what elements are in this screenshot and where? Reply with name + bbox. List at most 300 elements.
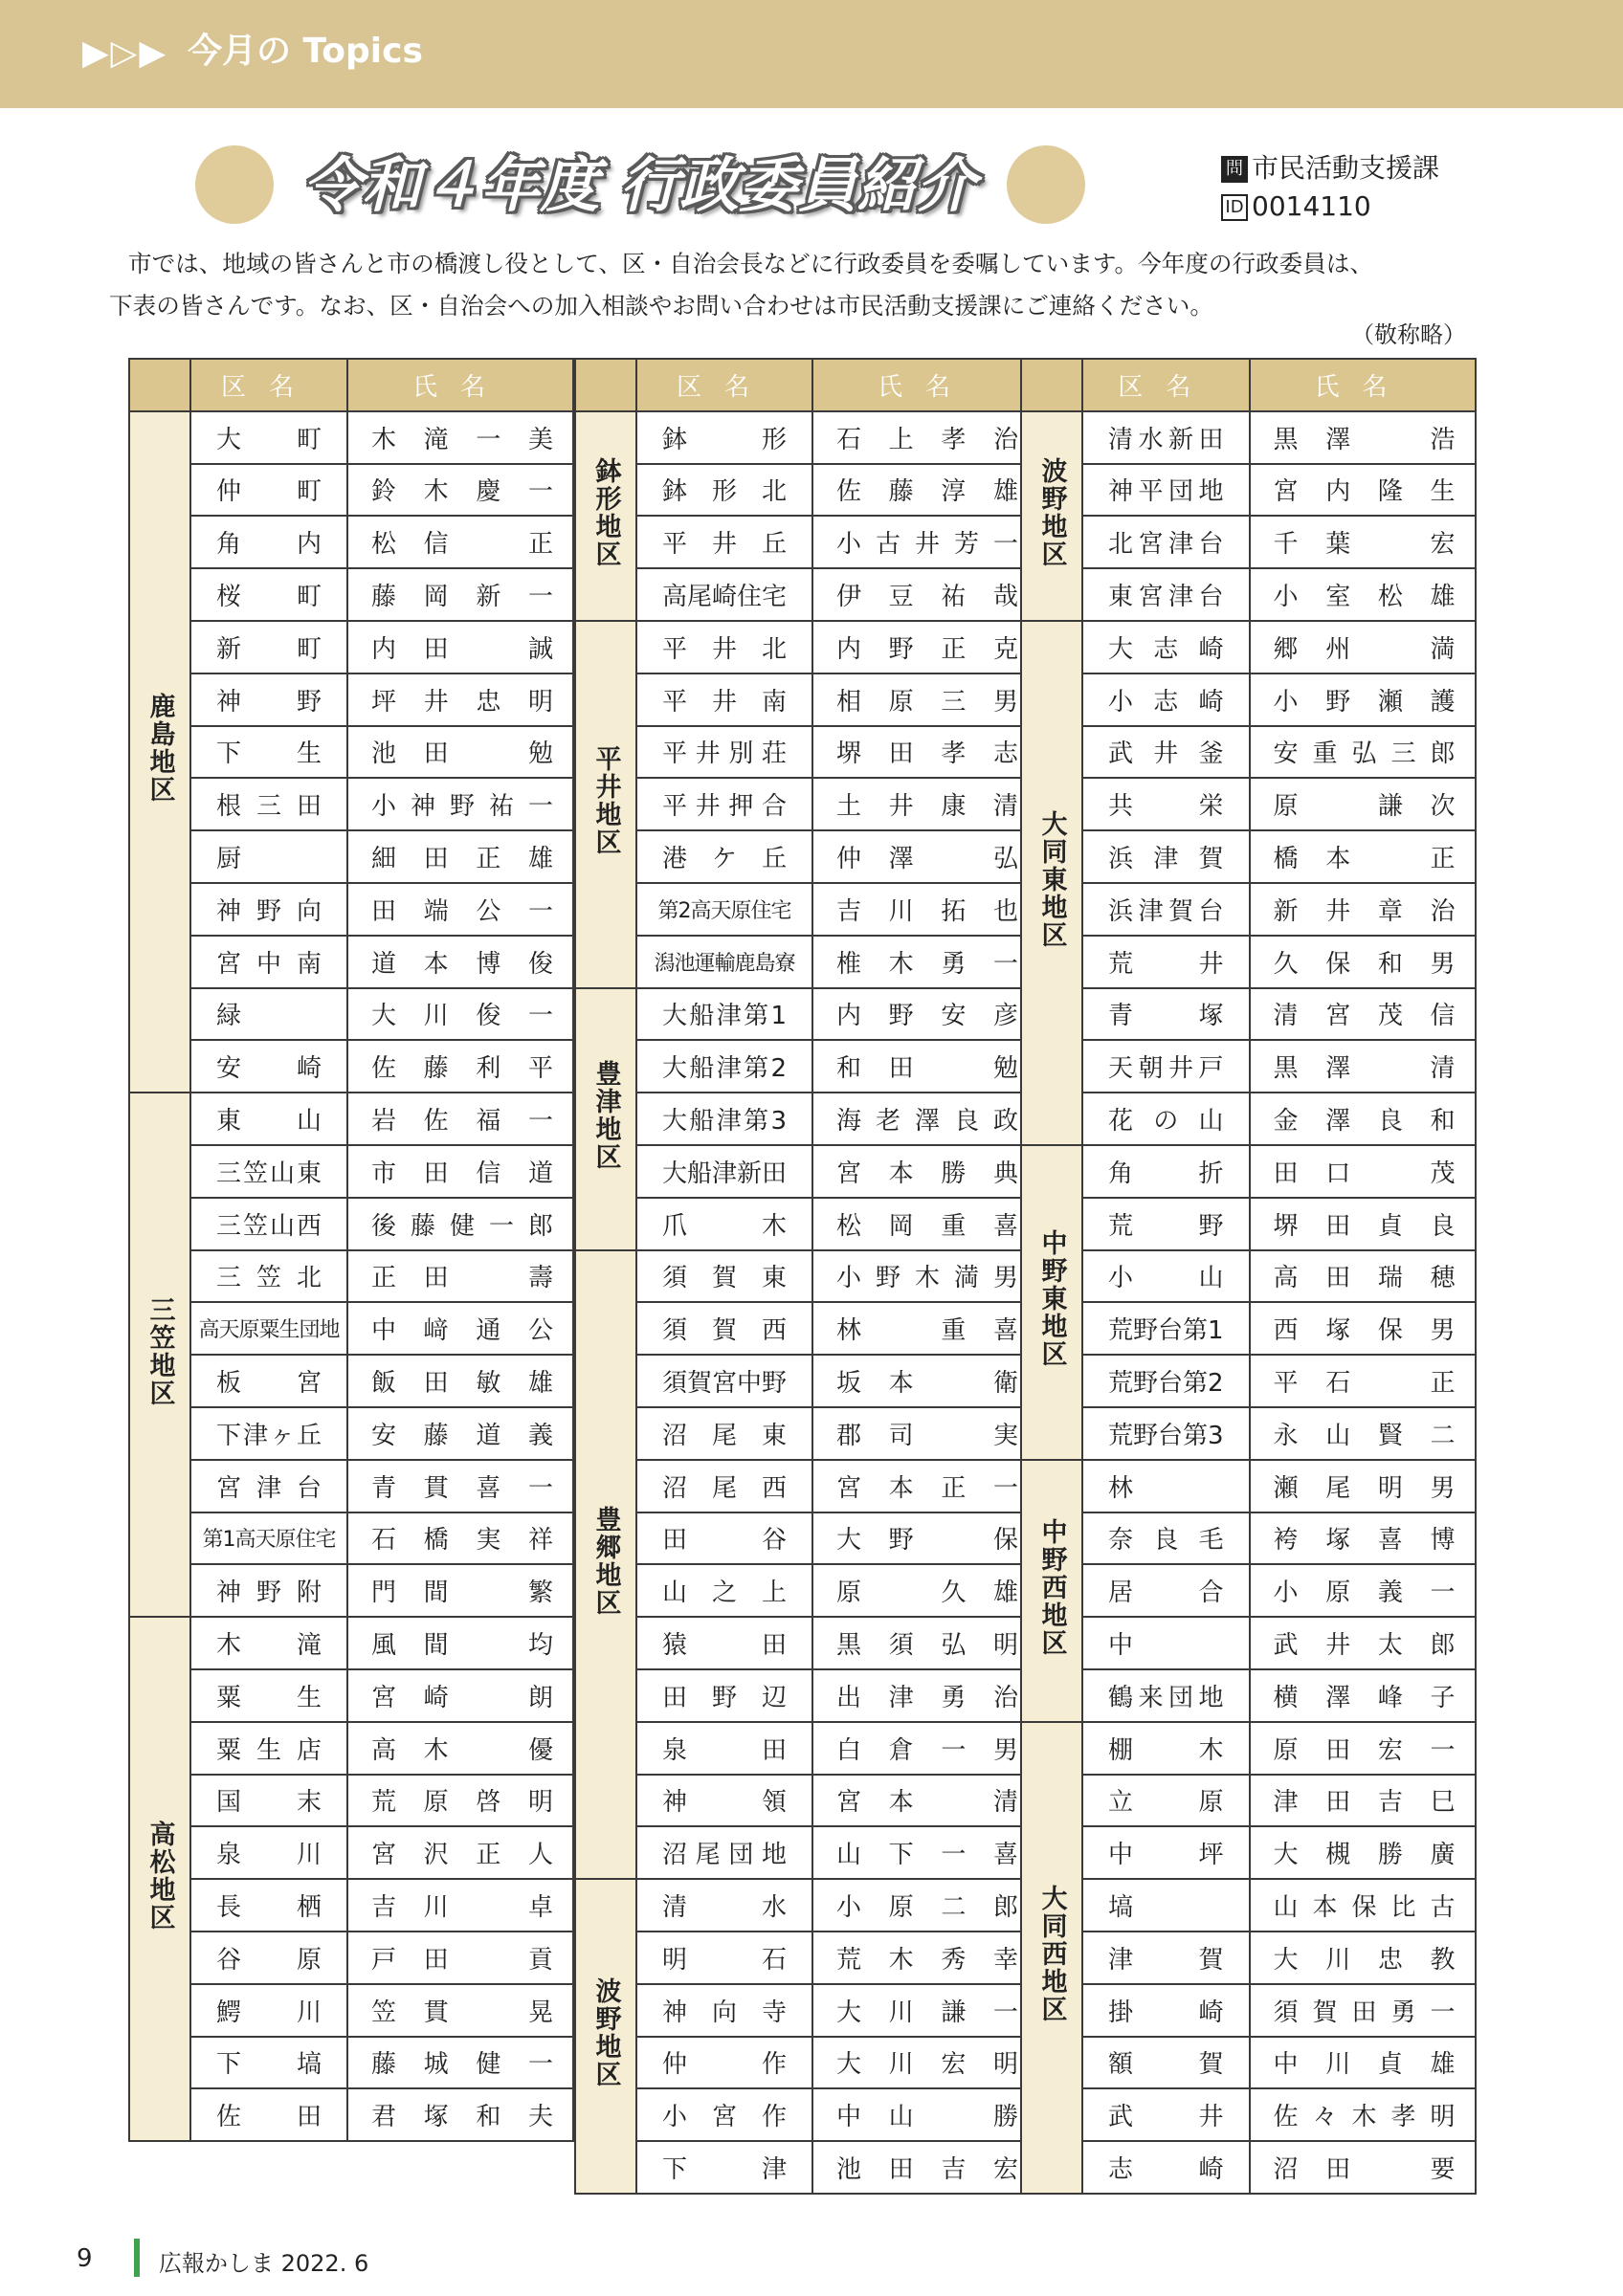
table-row xyxy=(575,1093,1038,1145)
ku-cell: 大船津第1 xyxy=(636,988,812,1041)
ku-cell: 花の山 xyxy=(1082,1093,1250,1145)
name-cell: 大槻勝廣 xyxy=(1250,1826,1476,1879)
name-cell: 岩佐福一 xyxy=(347,1093,573,1145)
table-row xyxy=(129,1355,573,1407)
ku-cell: 大町 xyxy=(190,411,347,464)
area-name: 波野地区 xyxy=(1036,456,1067,568)
name-cell: 道本博俊 xyxy=(347,936,573,988)
ku-cell: 鉢形北 xyxy=(636,464,812,517)
ku-cell: 沼尾西 xyxy=(636,1460,812,1512)
ku-cell: 谷原 xyxy=(190,1932,347,1984)
ku-cell: 浜津賀 xyxy=(1082,830,1250,883)
ku-cell: 共栄 xyxy=(1082,778,1250,830)
table-row xyxy=(129,1040,573,1093)
footer xyxy=(0,2235,1623,2283)
area-name: 豊津地区 xyxy=(590,1060,621,1172)
table-row xyxy=(575,778,1038,830)
name-cell: 風間 均 xyxy=(347,1617,573,1669)
table-row xyxy=(575,673,1038,726)
name-cell: 坂本 衛 xyxy=(812,1355,1038,1407)
area-label xyxy=(1021,411,1082,621)
name-cell: 田端公一 xyxy=(347,883,573,936)
table-row xyxy=(575,1775,1038,1827)
ku-cell: 須賀宮中野 xyxy=(636,1355,812,1407)
ku-cell: 奈良毛 xyxy=(1082,1512,1250,1565)
contact-dept: 市民活動支援課 xyxy=(1252,152,1440,184)
name-cell: 横澤峰子 xyxy=(1250,1669,1476,1722)
table-row xyxy=(575,2088,1038,2141)
name-cell: 和田 勉 xyxy=(812,1040,1038,1093)
table-header-row xyxy=(129,359,573,411)
name-cell: 久保和男 xyxy=(1250,936,1476,988)
ku-cell: 沼尾団地 xyxy=(636,1826,812,1879)
id-icon: ID xyxy=(1221,194,1248,221)
area-label xyxy=(1021,621,1082,1145)
area-label xyxy=(1021,1145,1082,1460)
table-row xyxy=(575,988,1038,1041)
header-corner xyxy=(1021,359,1082,411)
area-name: 中野東地区 xyxy=(1036,1229,1067,1369)
table-row xyxy=(575,1617,1038,1669)
name-cell: 戸田 貢 xyxy=(347,1932,573,1984)
area-name: 大同東地区 xyxy=(1036,809,1067,949)
table-header-row xyxy=(1021,359,1476,411)
table-row xyxy=(1021,1722,1476,1775)
table-row xyxy=(575,1250,1038,1303)
ku-cell: 立原 xyxy=(1082,1775,1250,1827)
ku-cell: 掛崎 xyxy=(1082,1984,1250,2037)
ku-cell: 緑 xyxy=(190,988,347,1041)
table-row xyxy=(129,1826,573,1879)
area-name: 大同西地区 xyxy=(1036,1885,1067,2024)
name-cell: 田口 茂 xyxy=(1250,1145,1476,1198)
table-row xyxy=(1021,830,1476,883)
table-row xyxy=(1021,778,1476,830)
ku-cell: 下塙 xyxy=(190,2037,347,2089)
name-cell: 大川忠教 xyxy=(1250,1932,1476,1984)
area-label xyxy=(575,1250,636,1880)
area-name: 平井地区 xyxy=(590,745,621,857)
ku-cell: 木滝 xyxy=(190,1617,347,1669)
table-row xyxy=(1021,2141,1476,2194)
ku-cell: 国末 xyxy=(190,1775,347,1827)
table-row xyxy=(129,621,573,673)
name-cell: 黒澤 清 xyxy=(1250,1040,1476,1093)
header-corner xyxy=(129,359,190,411)
name-cell: 瀬尾明男 xyxy=(1250,1460,1476,1512)
table-row xyxy=(1021,2037,1476,2089)
name-cell: 原田宏一 xyxy=(1250,1722,1476,1775)
ku-cell: 三笠山西 xyxy=(190,1198,347,1250)
name-cell: 堺田貞良 xyxy=(1250,1198,1476,1250)
area-name: 三笠地区 xyxy=(145,1295,175,1407)
name-cell: 金澤良和 xyxy=(1250,1093,1476,1145)
ku-cell: 安崎 xyxy=(190,1040,347,1093)
name-cell: 郷州 満 xyxy=(1250,621,1476,673)
contact-id: 0014110 xyxy=(1252,190,1371,222)
ku-cell: 棚木 xyxy=(1082,1722,1250,1775)
ku-cell: 神野向 xyxy=(190,883,347,936)
name-cell: 橋本 正 xyxy=(1250,830,1476,883)
table-row xyxy=(1021,1302,1476,1355)
name-cell: 中川貞雄 xyxy=(1250,2037,1476,2089)
ku-cell: 林 xyxy=(1082,1460,1250,1512)
area-label xyxy=(1021,1460,1082,1722)
name-cell: 宮崎 朗 xyxy=(347,1669,573,1722)
name-cell: 津田吉巳 xyxy=(1250,1775,1476,1827)
table-row xyxy=(129,464,573,517)
name-cell: 佐藤淳雄 xyxy=(812,464,1038,517)
ku-cell: 神向寺 xyxy=(636,1984,812,2037)
name-cell: 内野安彦 xyxy=(812,988,1038,1041)
table-row xyxy=(1021,621,1476,673)
header-name: 氏名 xyxy=(347,359,573,411)
name-cell: 細田正雄 xyxy=(347,830,573,883)
table-row xyxy=(575,1040,1038,1093)
table-row xyxy=(575,1355,1038,1407)
name-cell: 小野木満男 xyxy=(812,1250,1038,1303)
table-row xyxy=(575,1407,1038,1460)
area-name: 鉢形地区 xyxy=(590,456,621,568)
table-row xyxy=(1021,1093,1476,1145)
ku-cell: 居合 xyxy=(1082,1564,1250,1617)
table-row xyxy=(575,883,1038,936)
area-name: 豊郷地区 xyxy=(590,1505,621,1617)
table-row xyxy=(1021,988,1476,1041)
ku-cell: 荒野 xyxy=(1082,1198,1250,1250)
ku-cell: 須賀西 xyxy=(636,1302,812,1355)
ku-cell: 東宮津台 xyxy=(1082,568,1250,621)
committee-table-2 xyxy=(574,358,1039,2195)
table-row xyxy=(1021,1512,1476,1565)
page-title: 令和４年度 行政委員紹介 xyxy=(302,150,976,220)
name-cell: 大野 保 xyxy=(812,1512,1038,1565)
area-label xyxy=(1021,1722,1082,2194)
top-band xyxy=(0,0,1623,108)
table-row xyxy=(129,673,573,726)
table-row xyxy=(575,2141,1038,2194)
ku-cell: 清水新田 xyxy=(1082,411,1250,464)
ku-cell: 板宮 xyxy=(190,1355,347,1407)
name-cell: 新井章治 xyxy=(1250,883,1476,936)
ku-cell: 山之上 xyxy=(636,1564,812,1617)
ku-cell: 宮中南 xyxy=(190,936,347,988)
table-row xyxy=(129,2088,573,2141)
name-cell: 伊豆祐哉 xyxy=(812,568,1038,621)
ku-cell: 猿田 xyxy=(636,1617,812,1669)
ku-cell: 鶴来団地 xyxy=(1082,1669,1250,1722)
inquiry-icon: 問 xyxy=(1221,156,1248,183)
ku-cell: 東山 xyxy=(190,1093,347,1145)
table-row xyxy=(1021,1775,1476,1827)
table-row xyxy=(129,883,573,936)
ku-cell: 三笠北 xyxy=(190,1250,347,1303)
name-cell: 出津勇治 xyxy=(812,1669,1038,1722)
ku-cell: 粟生店 xyxy=(190,1722,347,1775)
name-cell: 白倉一男 xyxy=(812,1722,1038,1775)
table-row xyxy=(129,1617,573,1669)
name-cell: 荒原啓明 xyxy=(347,1775,573,1827)
name-cell: 木滝一美 xyxy=(347,411,573,464)
name-cell: 宮沢正人 xyxy=(347,1826,573,1879)
name-cell: 佐々木孝明 xyxy=(1250,2088,1476,2141)
table-row xyxy=(129,1198,573,1250)
area-label xyxy=(129,1617,190,2141)
ku-cell: 清水 xyxy=(636,1879,812,1932)
table-row xyxy=(1021,1564,1476,1617)
table-row xyxy=(1021,1407,1476,1460)
magazine-name: 広報かしま 2022. 6 xyxy=(159,2250,369,2277)
name-cell: 正田 壽 xyxy=(347,1250,573,1303)
ku-cell: 小志崎 xyxy=(1082,673,1250,726)
name-cell: 椎木勇一 xyxy=(812,936,1038,988)
name-cell: 海老澤良政 xyxy=(812,1093,1038,1145)
ku-cell: 高天原粟生団地 xyxy=(190,1302,347,1355)
name-cell: 松岡重喜 xyxy=(812,1198,1038,1250)
table-row xyxy=(1021,464,1476,517)
table-row xyxy=(1021,1040,1476,1093)
ku-cell: 志崎 xyxy=(1082,2141,1250,2194)
name-cell: 石上孝治 xyxy=(812,411,1038,464)
ku-cell: 天朝井戸 xyxy=(1082,1040,1250,1093)
ku-cell: 塙 xyxy=(1082,1879,1250,1932)
name-cell: 君塚和夫 xyxy=(347,2088,573,2141)
name-cell: 門間 繁 xyxy=(347,1564,573,1617)
area-label xyxy=(575,411,636,621)
ku-cell: 北宮津台 xyxy=(1082,516,1250,568)
ku-cell: 桜町 xyxy=(190,568,347,621)
table-row xyxy=(1021,1669,1476,1722)
table-row xyxy=(575,1198,1038,1250)
ku-cell: 田谷 xyxy=(636,1512,812,1565)
name-cell: 山本保比古 xyxy=(1250,1879,1476,1932)
ku-cell: 仲作 xyxy=(636,2037,812,2089)
area-label xyxy=(575,621,636,988)
table-row xyxy=(575,2037,1038,2089)
table-row xyxy=(575,568,1038,621)
ku-cell: 下津ヶ丘 xyxy=(190,1407,347,1460)
table-row xyxy=(129,1879,573,1932)
ku-cell: 平井別荘 xyxy=(636,726,812,779)
table-row xyxy=(1021,1984,1476,2037)
ku-cell: 粟生 xyxy=(190,1669,347,1722)
table-row xyxy=(575,726,1038,779)
ku-cell: 平井丘 xyxy=(636,516,812,568)
name-cell: 林 重喜 xyxy=(812,1302,1038,1355)
ku-cell: 武井 xyxy=(1082,2088,1250,2141)
ku-cell: 潟池運輸鹿島寮 xyxy=(636,936,812,988)
name-cell: 安重弘三郎 xyxy=(1250,726,1476,779)
table-row xyxy=(129,778,573,830)
ku-cell: 小宮作 xyxy=(636,2088,812,2141)
name-cell: 黒須弘明 xyxy=(812,1617,1038,1669)
name-cell: 中﨑通公 xyxy=(347,1302,573,1355)
committee-table-1 xyxy=(128,358,574,2142)
honorific-note: （敬称略） xyxy=(1351,321,1466,348)
table-row xyxy=(129,726,573,779)
name-cell: 藤城健一 xyxy=(347,2037,573,2089)
name-cell: 飯田敏雄 xyxy=(347,1355,573,1407)
ku-cell: 平井押合 xyxy=(636,778,812,830)
name-cell: 堺田孝志 xyxy=(812,726,1038,779)
name-cell: 武井太郎 xyxy=(1250,1617,1476,1669)
table-row xyxy=(129,1250,573,1303)
area-label xyxy=(129,1093,190,1617)
name-cell: 青貫喜一 xyxy=(347,1460,573,1512)
name-cell: 池田 勉 xyxy=(347,726,573,779)
table-row xyxy=(129,1512,573,1565)
name-cell: 宮本正一 xyxy=(812,1460,1038,1512)
ku-cell: 青塚 xyxy=(1082,988,1250,1041)
name-cell: 鈴木慶一 xyxy=(347,464,573,517)
name-cell: 千葉 宏 xyxy=(1250,516,1476,568)
name-cell: 小室松雄 xyxy=(1250,568,1476,621)
header-corner xyxy=(575,359,636,411)
ku-cell: 佐田 xyxy=(190,2088,347,2141)
name-cell: 小野瀬護 xyxy=(1250,673,1476,726)
area-label xyxy=(575,1879,636,2194)
table-row xyxy=(129,1669,573,1722)
committee-table-3 xyxy=(1020,358,1477,2195)
section-label: 今月の Topics xyxy=(188,32,423,71)
intro-line-1: 市では、地域の皆さんと市の橋渡し役として、区・自治会長などに行政委員を委嘱しています。今年度の行政委員は、 xyxy=(128,250,1374,277)
footer-divider xyxy=(134,2239,140,2277)
ku-cell: 三笠山東 xyxy=(190,1145,347,1198)
table-row xyxy=(1021,516,1476,568)
ku-cell: 津賀 xyxy=(1082,1932,1250,1984)
table-row xyxy=(575,464,1038,517)
ku-cell: 新町 xyxy=(190,621,347,673)
name-cell: 永山賢二 xyxy=(1250,1407,1476,1460)
table-row xyxy=(575,1669,1038,1722)
table-row xyxy=(575,411,1038,464)
name-cell: 相原三男 xyxy=(812,673,1038,726)
table-row xyxy=(1021,1932,1476,1984)
table-row xyxy=(1021,568,1476,621)
arrows-icon: ▶▷▶ xyxy=(82,33,168,73)
name-cell: 後藤健一郎 xyxy=(347,1198,573,1250)
table-row xyxy=(575,1145,1038,1198)
name-cell: 原 謙次 xyxy=(1250,778,1476,830)
table-row xyxy=(575,1879,1038,1932)
area-name: 波野地区 xyxy=(590,1977,621,2088)
ku-cell: 鰐川 xyxy=(190,1984,347,2037)
name-cell: 安藤道義 xyxy=(347,1407,573,1460)
table-row xyxy=(129,1984,573,2037)
table-row xyxy=(1021,1826,1476,1879)
table-row xyxy=(129,1460,573,1512)
ku-cell: 下津 xyxy=(636,2141,812,2194)
area-name: 中野西地区 xyxy=(1036,1517,1067,1657)
name-cell: 吉川 卓 xyxy=(347,1879,573,1932)
table-row xyxy=(575,936,1038,988)
ku-cell: 平井北 xyxy=(636,621,812,673)
decor-circle-right-icon xyxy=(1007,145,1085,224)
name-cell: 小神野祐一 xyxy=(347,778,573,830)
ku-cell: 沼尾東 xyxy=(636,1407,812,1460)
name-cell: 沼田 要 xyxy=(1250,2141,1476,2194)
table-row xyxy=(1021,726,1476,779)
table-row xyxy=(1021,2088,1476,2141)
name-cell: 大川謙一 xyxy=(812,1984,1038,2037)
name-cell: 小原二郎 xyxy=(812,1879,1038,1932)
ku-cell: 須賀東 xyxy=(636,1250,812,1303)
name-cell: 清宮茂信 xyxy=(1250,988,1476,1041)
name-cell: 笠貫 晃 xyxy=(347,1984,573,2037)
name-cell: 吉川拓也 xyxy=(812,883,1038,936)
table-row xyxy=(1021,936,1476,988)
name-cell: 佐藤利平 xyxy=(347,1040,573,1093)
table-row xyxy=(575,830,1038,883)
table-row xyxy=(129,1775,573,1827)
ku-cell: 荒井 xyxy=(1082,936,1250,988)
table-row xyxy=(129,1145,573,1198)
table-row xyxy=(1021,1145,1476,1198)
ku-cell: 大船津第2 xyxy=(636,1040,812,1093)
ku-cell: 爪木 xyxy=(636,1198,812,1250)
table-row xyxy=(575,1722,1038,1775)
ku-cell: 大船津第3 xyxy=(636,1093,812,1145)
ku-cell: 下生 xyxy=(190,726,347,779)
name-cell: 大川俊一 xyxy=(347,988,573,1041)
name-cell: 中山 勝 xyxy=(812,2088,1038,2141)
ku-cell: 高尾崎住宅 xyxy=(636,568,812,621)
ku-cell: 荒野台第1 xyxy=(1082,1302,1250,1355)
table-row xyxy=(129,568,573,621)
contact-info xyxy=(1221,149,1439,226)
decor-circle-left-icon xyxy=(195,145,274,224)
ku-cell: 長栖 xyxy=(190,1879,347,1932)
table-row xyxy=(575,516,1038,568)
table-row xyxy=(1021,883,1476,936)
name-cell: 宮内隆生 xyxy=(1250,464,1476,517)
name-cell: 池田吉宏 xyxy=(812,2141,1038,2194)
ku-cell: 泉田 xyxy=(636,1722,812,1775)
ku-cell: 鉢形 xyxy=(636,411,812,464)
table-row xyxy=(129,830,573,883)
table-row xyxy=(575,1512,1038,1565)
name-cell: 平石 正 xyxy=(1250,1355,1476,1407)
area-label xyxy=(575,988,636,1250)
ku-cell: 根三田 xyxy=(190,778,347,830)
name-cell: 宮本勝典 xyxy=(812,1145,1038,1198)
ku-cell: 平井南 xyxy=(636,673,812,726)
table-row xyxy=(1021,1198,1476,1250)
header-ku: 区名 xyxy=(190,359,347,411)
ku-cell: 泉川 xyxy=(190,1826,347,1879)
table-row xyxy=(129,1407,573,1460)
ku-cell: 角折 xyxy=(1082,1145,1250,1198)
name-cell: 郡司 実 xyxy=(812,1407,1038,1460)
name-cell: 須賀田勇一 xyxy=(1250,1984,1476,2037)
ku-cell: 仲町 xyxy=(190,464,347,517)
ku-cell: 中坪 xyxy=(1082,1826,1250,1879)
ku-cell: 明石 xyxy=(636,1932,812,1984)
table-row xyxy=(1021,1460,1476,1512)
table-row xyxy=(129,411,573,464)
intro-paragraph xyxy=(109,243,1470,327)
table-row xyxy=(1021,411,1476,464)
ku-cell: 第1高天原住宅 xyxy=(190,1512,347,1565)
name-cell: 市田信道 xyxy=(347,1145,573,1198)
ku-cell: 神領 xyxy=(636,1775,812,1827)
table-row xyxy=(129,1564,573,1617)
name-cell: 袴塚喜博 xyxy=(1250,1512,1476,1565)
ku-cell: 神野附 xyxy=(190,1564,347,1617)
table-row xyxy=(575,1826,1038,1879)
page-number: 9 xyxy=(77,2244,93,2273)
ku-cell: 大船津新田 xyxy=(636,1145,812,1198)
